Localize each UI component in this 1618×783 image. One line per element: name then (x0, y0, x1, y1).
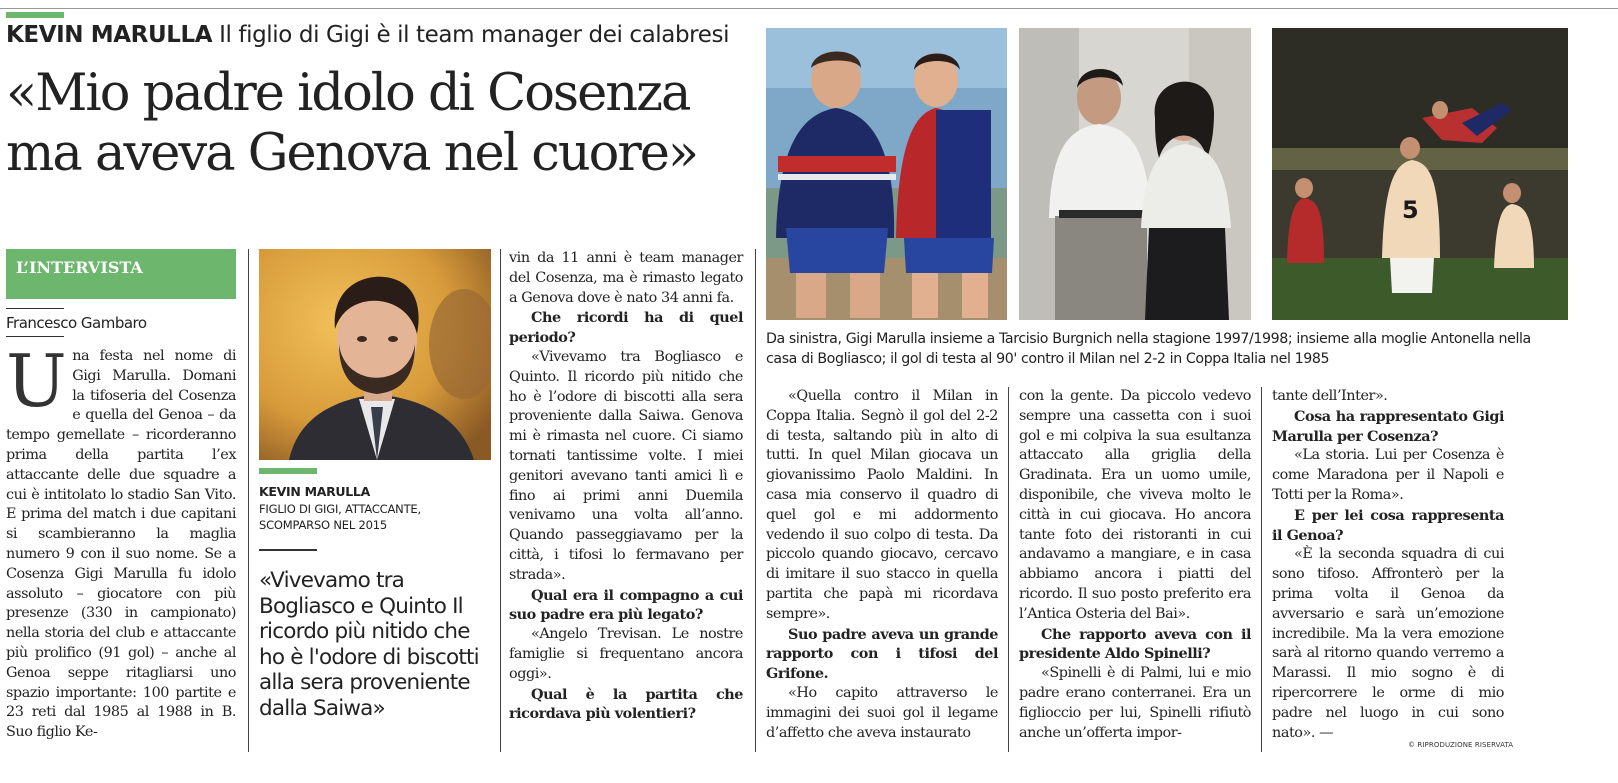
author: Francesco Gambaro (6, 314, 147, 332)
portrait-name: KEVIN MARULLA (259, 484, 370, 499)
section-label-box (6, 249, 236, 299)
interview-answer: vin da 11 anni è team manager del Cosenza, ma è rimasto legato a Genova dove è nato 34 anni fa. (509, 250, 743, 306)
photo-caption: Da sinistra, Gigi Marulla insieme a Tarcisio Burgnich nella stagione 1997/1998; insieme alla moglie Antonella nella casa di Bogliasco; il gol di testa al 90' contro il Milan nel 2-2 in Coppa Italia nel 1985 (766, 331, 1531, 367)
interview-answer: «Angelo Trevisan. Le nostre famiglie si frequentano ancora oggi». (509, 626, 743, 682)
kicker-accent (6, 12, 64, 18)
article-column-5 (1019, 387, 1251, 743)
photo-image-2 (1019, 28, 1251, 320)
headline-line-2: ma aveva Genova nel cuore» (6, 124, 698, 183)
quote-rule (259, 549, 317, 551)
photo-header-goal (1272, 28, 1568, 320)
column-divider (248, 249, 249, 752)
interview-question: Qual era il compagno a cui suo padre era più legato? (509, 586, 743, 624)
jersey-number: 5 (1402, 196, 1419, 224)
interview-question: Cosa ha rappresentato Gigi Marulla per Cosenza? (1272, 407, 1504, 445)
photo-image-1 (766, 28, 1007, 320)
article-column-3 (509, 249, 743, 724)
headline-line-1: «Mio padre idolo di Cosenza (6, 64, 690, 123)
drop-cap: U (6, 339, 67, 423)
interview-answer: tante dell’Inter». (1272, 388, 1388, 404)
column-divider (1261, 387, 1262, 752)
photo-marulla-wife (1019, 28, 1251, 320)
pull-quote: «Vivevamo tra Bogliasco e Quinto Il ricordo più nitido che ho è l'odore di biscotti alla sera proveniente dalla Saiwa» (259, 568, 479, 721)
portrait-desc-line-1: FIGLIO DI GIGI, ATTACCANTE, (259, 502, 421, 516)
interview-question: Che rapporto aveva con il presidente Aldo Spinelli? (1019, 625, 1251, 663)
portrait-image (259, 249, 491, 460)
article-column-6 (1272, 387, 1504, 743)
interview-question: Qual è la partita che ricordava più volentieri? (509, 685, 743, 723)
article-column-4 (766, 387, 998, 743)
interview-answer: con la gente. Da piccolo vedevo sempre una cassetta con i suoi gol e mi colpiva la sua esultanza attaccato alla griglia della Gradinata. Era un uomo umile, disponibile, che viveva molto le città in cui giocava. Ho ancora tante foto dei ristoranti in cui andavamo a mangiare, e in casa abbiamo ancora i piatti del ricordo. Il suo posto preferito era l’Antica Osteria del Bai». (1019, 388, 1251, 622)
portrait-description (259, 501, 459, 533)
kicker-name: KEVIN MARULLA (6, 22, 213, 48)
interview-answer: «La storia. Lui per Cosenza è come Maradona per il Napoli e Totti per la Roma». (1272, 447, 1504, 503)
column-divider (500, 249, 501, 752)
interview-answer: «È la seconda squadra di cui sono tifoso. Affronterò per la prima volta il Genoa da avversario e sarà un’emozione incredibile. Ma la vera emozione sarà al ritorno quando verremo a Marassi. Il mio sogno è di ripercorrere le orme di mio padre nel luogo in cui sono nato». — (1272, 546, 1504, 741)
author-rule (6, 308, 64, 309)
interview-answer: «Vivevamo tra Bogliasco e Quinto. Il ricordo più nitido che ho è l’odore di biscotti alla sera proveniente dalla Saiwa. Genova mi è rimasta nel cuore. Ci siamo tornati tantissime volte. I miei genitori avevano tanti amici lì e fino ai primi anni Duemila venivamo una volta all’anno. Quando passeggiavamo per la città, i tifosi lo fermavano per strada». (509, 348, 743, 583)
interview-question: E per lei cosa rappresenta il Genoa? (1272, 506, 1504, 544)
interview-answer: «Quella contro il Milan in Coppa Italia. Segnò il gol del 2-2 di testa, saltando più in alto di tutti. In quel Milan giocava un giovanissimo Paolo Maldini. In casa mia conservo il quadro di quel gol e mi addormento vedendo il suo colpo di testa. Da piccolo quando giocavo, cercavo di imitare il suo stacco in quella partita che papà mi ricordava sempre». (766, 388, 998, 622)
author-rule-bottom (6, 336, 64, 337)
top-rule (0, 8, 1618, 9)
portrait-desc-line-2: SCOMPARSO NEL 2015 (259, 518, 387, 532)
section-label: L’INTERVISTA (16, 258, 143, 277)
column-divider (1008, 387, 1009, 752)
kicker-subtitle: Il figlio di Gigi è il team manager dei calabresi (219, 22, 730, 48)
column-divider (755, 249, 756, 752)
headline (6, 64, 697, 184)
interview-answer: «Ho capito attraverso le immagini dei suoi gol il legame d’affetto che aveva instaurato (766, 684, 998, 741)
copyright-note: © RIPRODUZIONE RISERVATA (1408, 741, 1514, 749)
portrait-photo (259, 249, 491, 460)
kicker (6, 22, 729, 48)
photo-image-3 (1272, 28, 1568, 320)
portrait-accent (259, 468, 317, 474)
interview-question: Che ricordi ha di quel periodo? (509, 309, 743, 347)
photo-marulla-burgnich (766, 28, 1007, 320)
article-text: na festa nel nome di Gigi Marulla. Domani la tifoseria del Cosenza e quella del Genoa – da tempo gemellate – ricorderanno prima della partita l’ex attaccante delle due squadre a cui è intitolato lo stadio San Vito. E prima del match i due capitani si scambieranno la maglia numero 9 con il suo nome. Se a Cosenza Gigi Marulla fu idolo assoluto – giocatore con più presenze (330 in campionato) nella storia del club e attaccante più prolifico (91 gol) – anche al Genoa seppe ritagliarsi uno spazio importante: 100 partite e 23 reti dal 1985 al 1988 in B. Suo figlio Ke- (6, 348, 236, 741)
interview-question: Suo padre aveva un grande rapporto con i tifosi del Grifone. (766, 625, 998, 683)
interview-answer: «Spinelli è di Palmi, lui e mio padre erano conterranei. Era un figlioccio per lui, Spinelli rifiutò anche un’offerta impor- (1019, 665, 1251, 741)
article-column-1 (6, 339, 236, 743)
